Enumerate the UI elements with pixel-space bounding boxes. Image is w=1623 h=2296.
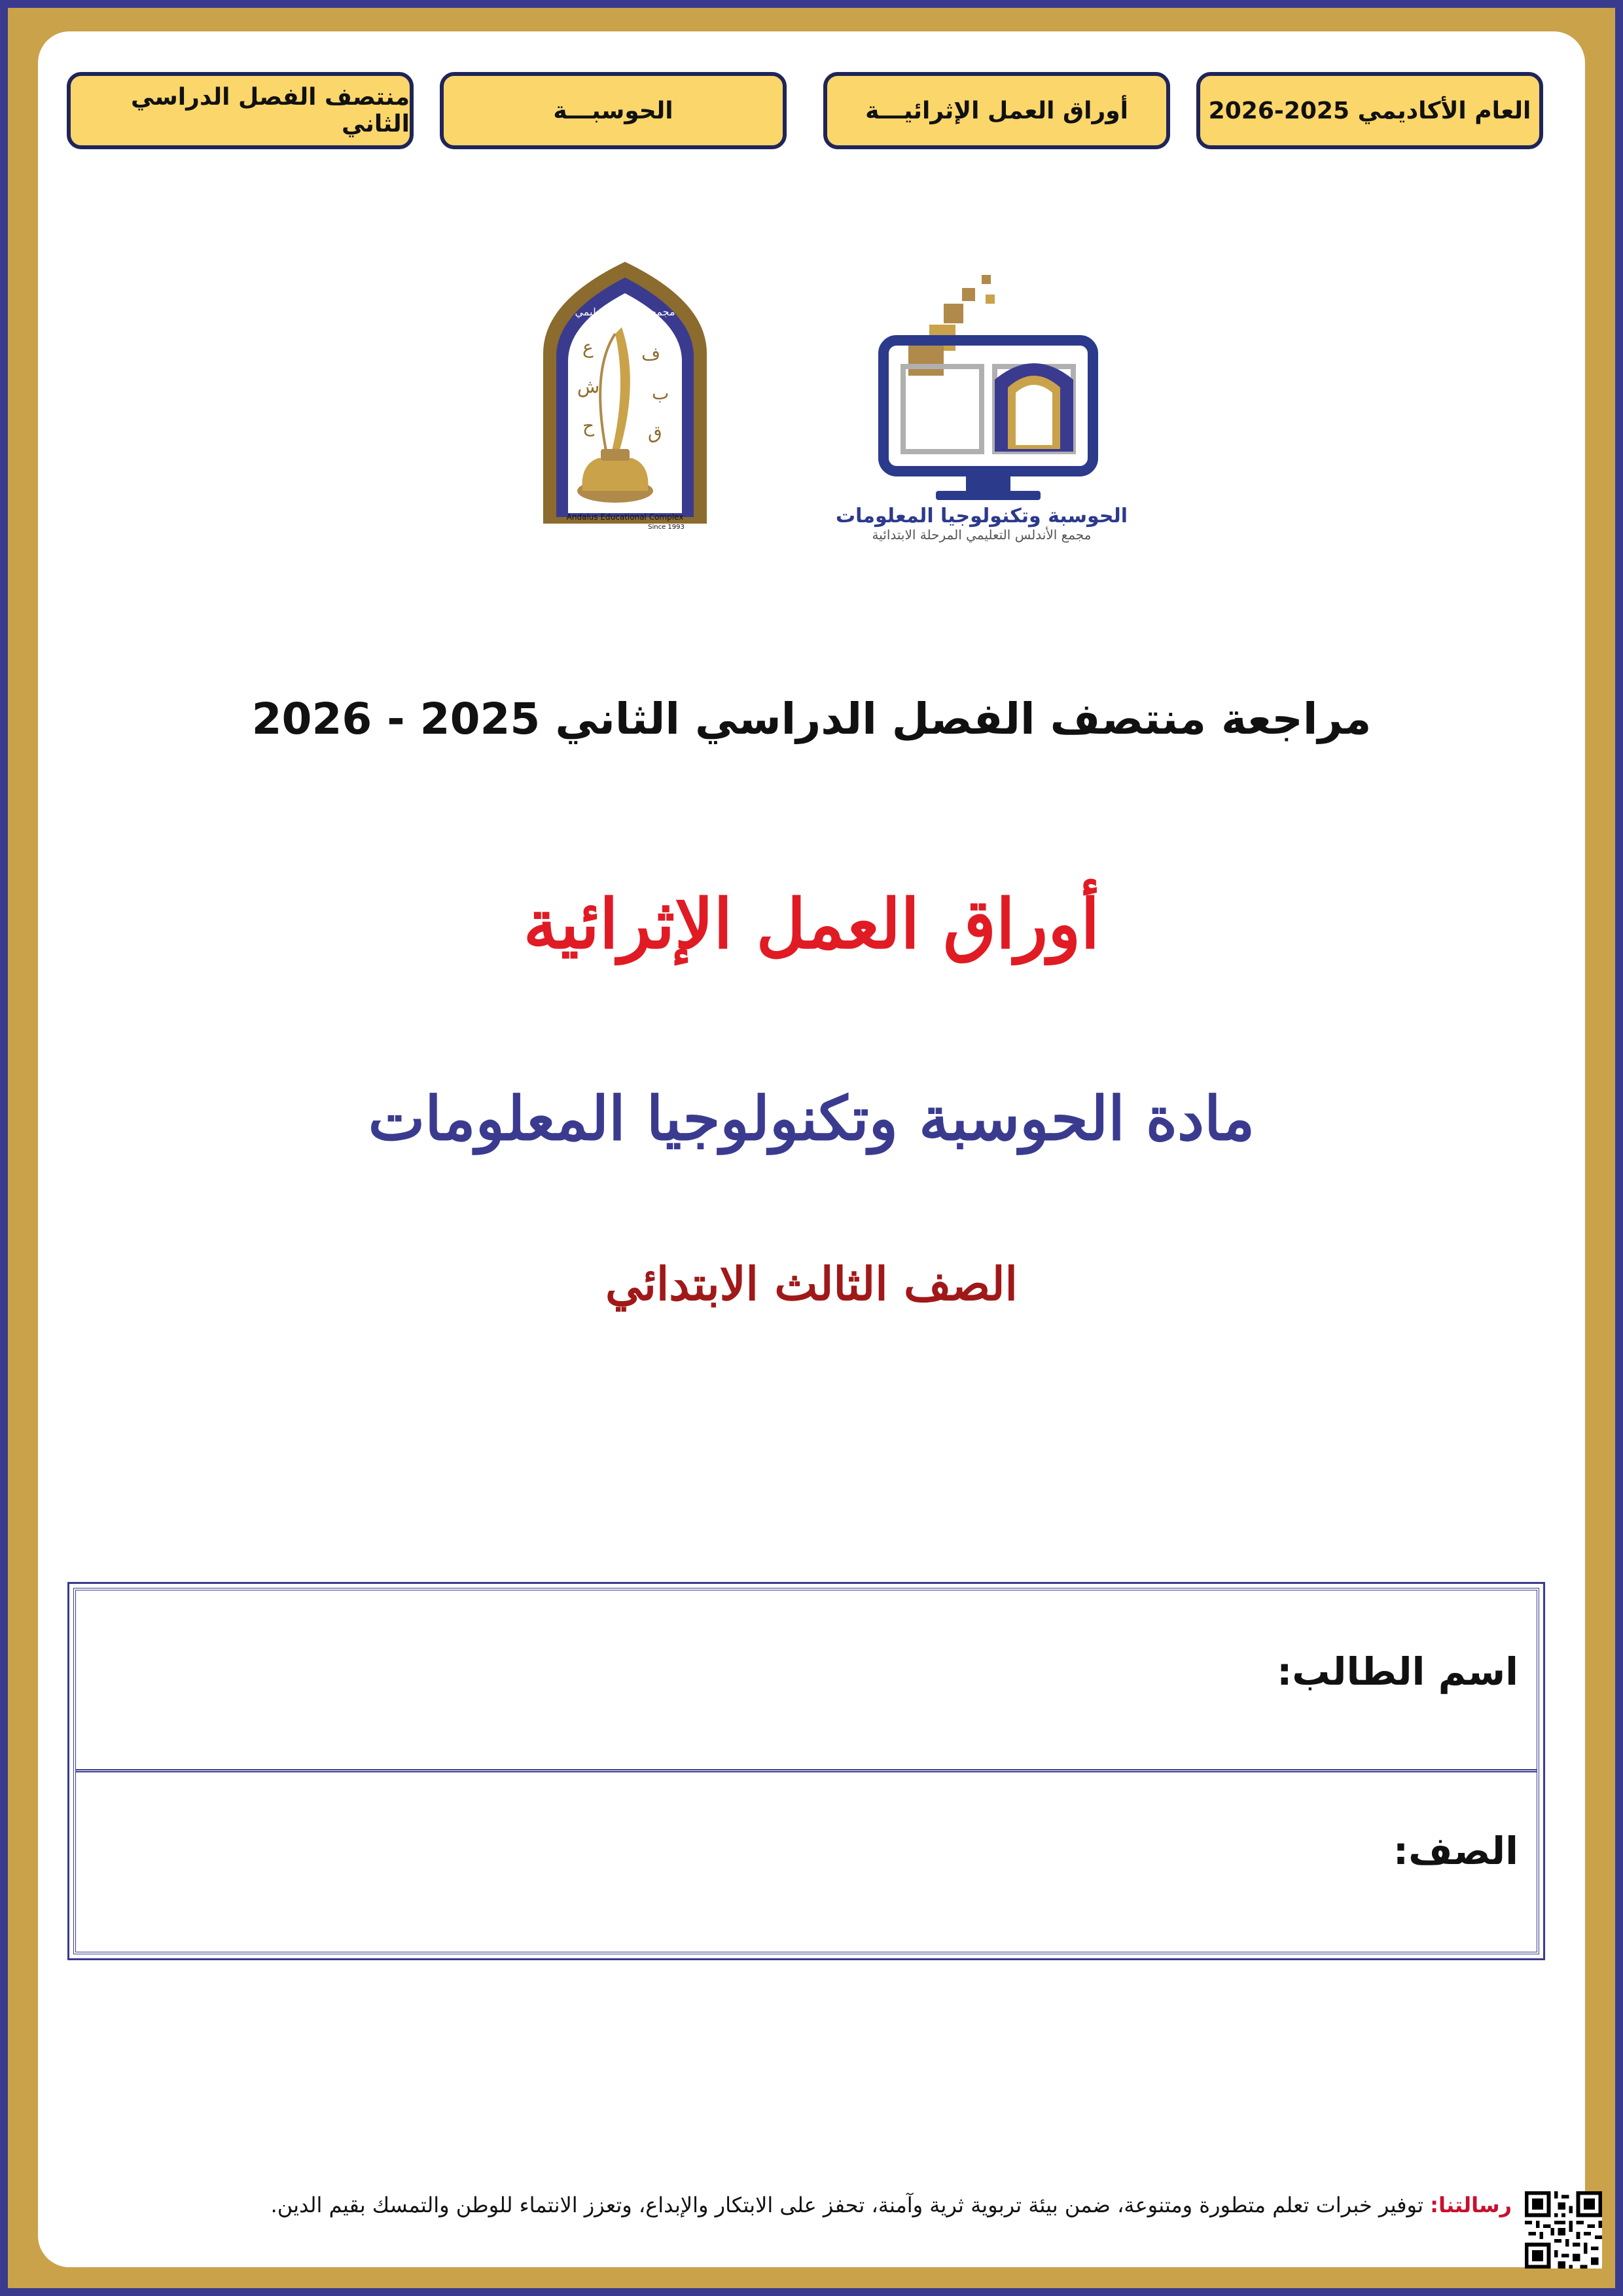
class-label: الصف: — [1393, 1829, 1518, 1873]
grade-title: الصف الثالث الابتدائي — [605, 1257, 1018, 1311]
computing-logo-title: الحوسبة وتكنولوجيا المعلومات — [835, 505, 1128, 528]
svg-text:ف: ف — [641, 343, 661, 365]
svg-text:ب: ب — [652, 382, 669, 404]
computing-logo-subtitle: مجمع الأندلس التعليمي المرحلة الابتدائية — [872, 527, 1092, 543]
header-subject: الحوسبـــة — [440, 72, 787, 149]
svg-text:ق: ق — [648, 422, 662, 443]
andalus-english-name: Andalus Educational Complex — [566, 512, 684, 522]
main-title: أوراق العمل الإثرائية — [523, 884, 1100, 964]
mission-text: توفير خبرات تعلم متطورة ومتنوعة، ضمن بيئة تربوية ثرية وآمنة، تحفز على الابتكار والإبداع، وتعزز الانتماء للوطن والتمسك بقيم الدين. — [270, 2193, 1431, 2217]
header-worksheets: أوراق العمل الإثرائيـــة — [823, 72, 1170, 149]
svg-text:ع: ع — [582, 336, 594, 358]
mission-statement — [131, 2193, 1512, 2217]
student-info-table — [73, 1588, 1539, 1954]
svg-text:ش: ش — [577, 376, 600, 397]
andalus-arabic-name: مجمع الأندلس التعليمي — [575, 306, 675, 318]
monitor-icon — [883, 340, 1093, 500]
pixel-squares-icon — [908, 275, 995, 376]
mission-label: رسالتنا: — [1430, 2193, 1512, 2217]
class-field[interactable] — [76, 1772, 1537, 1952]
subject-title: مادة الحوسبة وتكنولوجيا المعلومات — [368, 1083, 1255, 1154]
student-name-field[interactable] — [76, 1590, 1537, 1772]
andalus-complex-logo — [517, 255, 733, 530]
header-term: منتصف الفصل الدراسي الثاني — [67, 72, 414, 149]
computing-department-logo — [831, 268, 1132, 543]
svg-text:ح: ح — [582, 415, 595, 437]
student-name-label: اسم الطالب: — [1277, 1649, 1518, 1694]
header-academic-year: العام الأكاديمي 2025-2026 — [1196, 72, 1543, 149]
review-title: مراجعة منتصف الفصل الدراسي الثاني 2025 - 2026 — [251, 694, 1372, 744]
andalus-since: Since 1993 — [648, 524, 685, 530]
qr-code-icon[interactable] — [1525, 2191, 1602, 2269]
